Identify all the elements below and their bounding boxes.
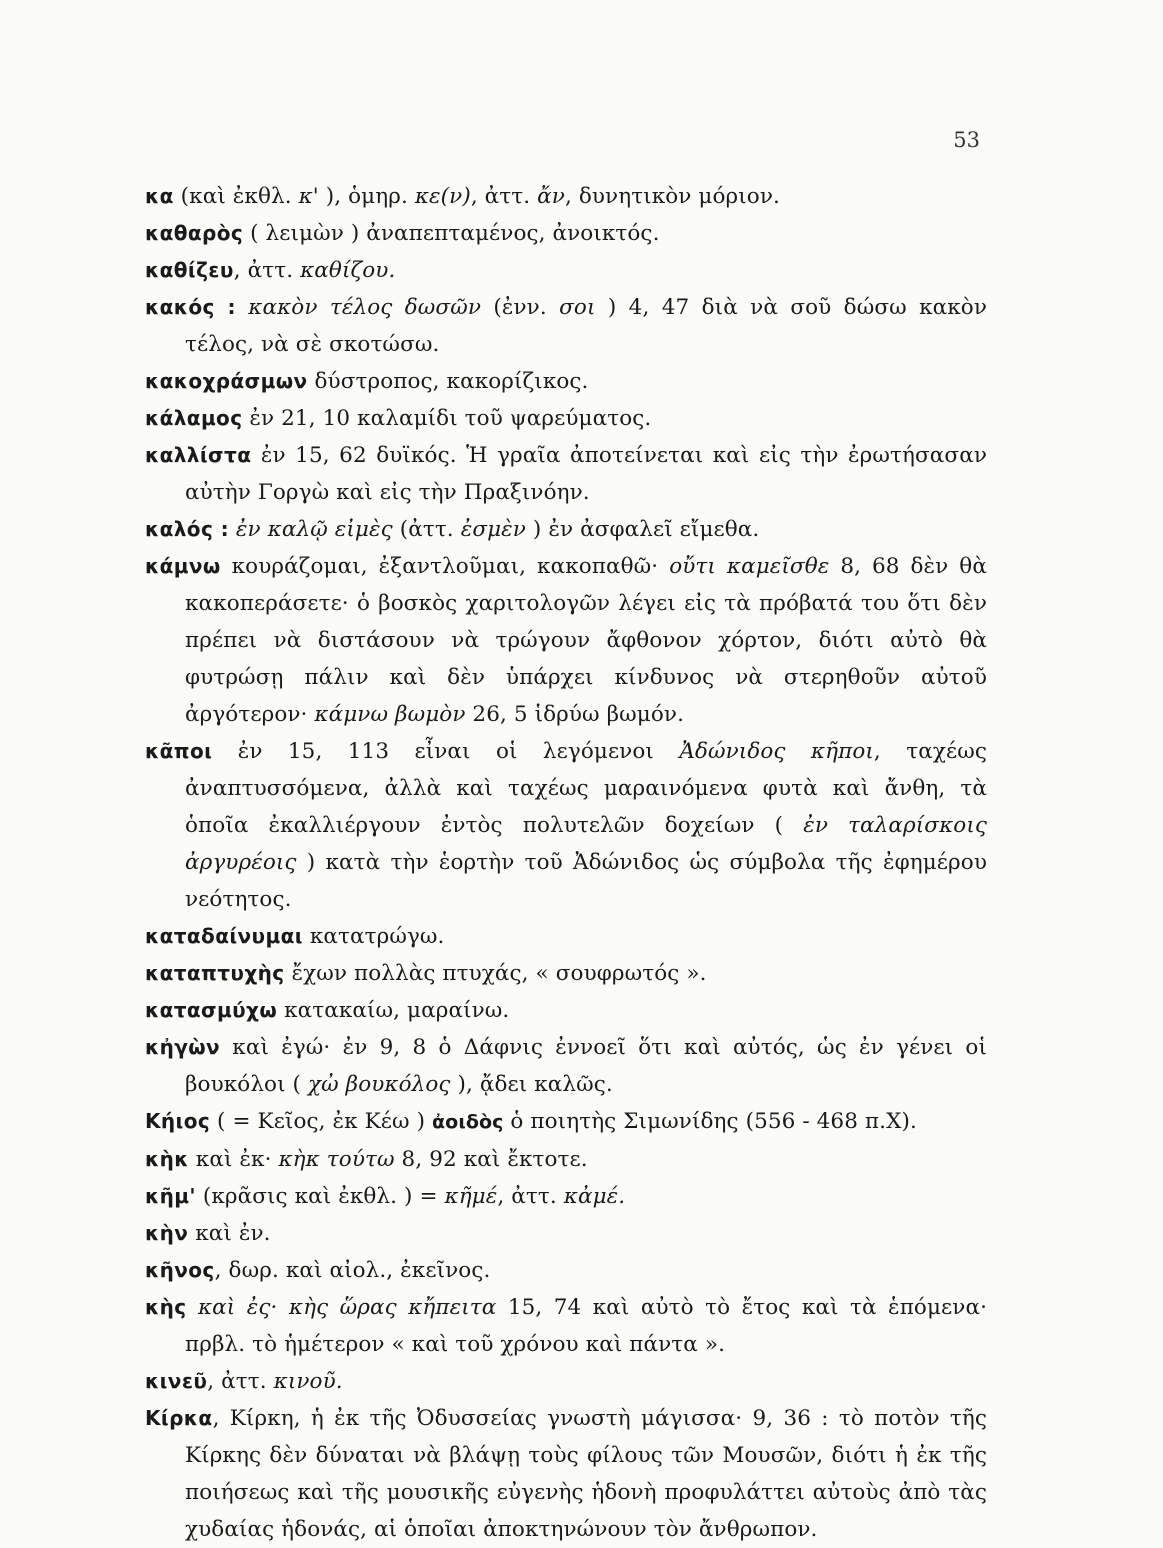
glossary-entry <box>145 548 987 733</box>
glossary-entry <box>145 733 987 918</box>
entry-text: ἐσμὲν <box>460 517 526 542</box>
entry-text: καὶ ἐν. <box>188 1221 271 1246</box>
entry-headword: κάλαμος <box>145 406 243 430</box>
glossary-entry <box>145 1400 987 1548</box>
entry-headword: κα <box>145 184 174 208</box>
entry-headword: κῆνος <box>145 1258 215 1282</box>
glossary-entry <box>145 363 987 400</box>
entry-headword: κἠγὼν <box>145 1035 221 1059</box>
entry-text: κἀμέ. <box>563 1184 626 1209</box>
glossary-entry <box>145 918 987 955</box>
entry-text: 8, 68 δὲν θὰ κακοπεράσετε· ὁ βοσκὸς χαριτολογῶν λέγει εἰς τὰ πρόβατά του ὅτι δὲν πρέπει νὰ διστάσουν νὰ τρώγουν ἄφθονον χόρτον, διότι αὐτὸ θὰ φυτρώσῃ πάλιν καὶ δὲν ὑπάρχει κίνδυνος νὰ στερηθοῦν αὐτοῦ ἀργότερον· <box>185 554 987 727</box>
entry-text: ἀοιδὸς <box>432 1111 504 1133</box>
entry-text: 15, 74 καὶ αὐτὸ τὸ ἔτος καὶ τὰ ἑπόμενα· πρβλ. τὸ ἡμέτερον « καὶ τοῦ χρόνου καὶ πάντα ». <box>185 1295 987 1357</box>
entry-text: (καὶ ἐκθλ. <box>173 184 299 209</box>
entry-text: , ἀττ. <box>470 184 538 209</box>
entry-headword: κὴν <box>145 1221 189 1245</box>
glossary-entry <box>145 289 987 363</box>
entry-text: Ἀδώνιδος κῆποι <box>679 739 874 764</box>
entry-text: , δυνητικὸν μόριον. <box>564 184 780 209</box>
entry-text: κινοῦ. <box>273 1369 343 1394</box>
entry-headword: κακός : <box>145 295 236 319</box>
entry-headword: καλλίστα <box>145 443 252 467</box>
entry-text: κε(ν) <box>414 184 471 209</box>
entry-text: (κρᾶσις καὶ ἐκθλ. ) = <box>195 1184 445 1209</box>
entry-headword: Κίρκα <box>145 1406 213 1430</box>
entry-text: ἐν 21, 10 καλαμίδι τοῦ ψαρεύματος. <box>242 406 652 431</box>
entry-text: ( λειμὼν ) ἀναπεπταμένος, ἀνοικτός. <box>243 221 660 246</box>
entry-headword: κάμνω <box>145 554 221 578</box>
entry-headword: κᾶποι <box>145 739 213 763</box>
entry-headword: κὴς <box>145 1295 187 1319</box>
glossary-entry <box>145 1215 987 1252</box>
entry-text: καθίζου. <box>300 258 396 283</box>
entry-text: (ἀττ. <box>392 517 461 542</box>
glossary-entry <box>145 1252 987 1289</box>
entry-text: ὁ ποιητὴς Σιμωνίδης (556 - 468 π.Χ). <box>503 1109 917 1134</box>
entry-text: ἐν καλῷ εἰμὲς <box>228 517 393 542</box>
entry-text: 26, 5 ἱδρύω βωμόν. <box>465 702 685 727</box>
entry-headword: καθαρὸς <box>145 221 244 245</box>
glossary-entry <box>145 178 987 215</box>
glossary-entry <box>145 1178 987 1215</box>
entry-headword: Κήιος <box>145 1109 211 1133</box>
glossary-entry <box>145 1363 987 1400</box>
entry-text: χὠ βουκόλος <box>307 1072 451 1097</box>
glossary-entries <box>145 178 987 1548</box>
entry-text: ( = Κεῖος, ἐκ Κέω ) <box>210 1109 433 1134</box>
entry-headword: κακοχράσμων <box>145 369 308 393</box>
glossary-entry <box>145 992 987 1029</box>
glossary-entry <box>145 400 987 437</box>
entry-text: ) 4, 47 διὰ νὰ σοῦ δώσω κακὸν τέλος, νὰ σὲ σκοτώσω. <box>185 295 987 357</box>
entry-text: καὶ ἐκ· <box>188 1147 279 1172</box>
entry-headword: κατασμύχω <box>145 998 278 1022</box>
entry-text: , δωρ. καὶ αἰολ., ἐκεῖνος. <box>214 1258 491 1283</box>
entry-headword: κινεῦ <box>145 1369 208 1393</box>
entry-text: κ' <box>298 184 319 209</box>
glossary-entry <box>145 1029 987 1103</box>
glossary-entry <box>145 1141 987 1178</box>
glossary-entry <box>145 215 987 252</box>
entry-headword: καθίζευ <box>145 258 234 282</box>
glossary-entry <box>145 1103 987 1141</box>
entry-text: , ἀττ. <box>207 1369 274 1394</box>
entry-headword: καταπτυχὴς <box>145 961 285 985</box>
entry-text: κουράζομαι, ἐξαντλοῦμαι, κακοπαθῶ· <box>220 554 670 579</box>
entry-text: ) ἐν ἀσφαλεῖ εἴμεθα. <box>525 517 760 542</box>
entry-text: κακὸν τέλος δωσῶν <box>235 295 482 320</box>
entry-text: κατακαίω, μαραίνω. <box>277 998 510 1023</box>
entry-text: ), ὁμηρ. <box>318 184 415 209</box>
entry-text: κατατρώγω. <box>302 924 445 949</box>
entry-text: , ταχέως ἀναπτυσσόμενα, ἀλλὰ καὶ ταχέως μαραινόμενα φυτὰ καὶ ἄνθη, τὰ ὁποῖα ἐκαλλιέργουν ἐντὸς πολυτελῶν δοχείων ( <box>185 739 987 838</box>
entry-text: κάμνω βωμὸν <box>314 702 466 727</box>
entry-headword: κῆμ' <box>145 1184 196 1208</box>
entry-headword: καλός : <box>145 517 229 541</box>
entry-text: ἐν 15, 62 δυϊκός. Ἡ γραῖα ἀποτείνεται καὶ εἰς τὴν ἐρωτήσασαν αὐτὴν Γοργὼ καὶ εἰς τὴν Πραξινόην. <box>185 443 987 505</box>
entry-text: κὴκ τούτω <box>278 1147 395 1172</box>
entry-text: δύστροπος, κακορίζικος. <box>307 369 589 394</box>
page-number: 53 <box>953 128 980 152</box>
glossary-entry <box>145 511 987 548</box>
entry-text: ἄν <box>537 184 565 209</box>
entry-text: , ἀττ. <box>233 258 301 283</box>
entry-text: ἐν 15, 113 εἶναι οἱ λεγόμενοι <box>212 739 680 764</box>
glossary-entry <box>145 1289 987 1363</box>
entry-text: (ἐνν. <box>481 295 560 320</box>
entry-headword: καταδαίνυμαι <box>145 924 303 948</box>
glossary-entry <box>145 437 987 511</box>
glossary-entry <box>145 955 987 992</box>
entry-text: καὶ ἐς· κὴς ὥρας κἤπειτα <box>186 1295 497 1320</box>
entry-text: ἔχων πολλὰς πτυχάς, « σουφρωτός ». <box>284 961 707 986</box>
glossary-entry <box>145 252 987 289</box>
entry-text: , ἀττ. <box>497 1184 564 1209</box>
entry-text: κῆμέ <box>444 1184 498 1209</box>
entry-text: , Κίρκη, ἡ ἐκ τῆς Ὀδυσσείας γνωστὴ μάγισσα· 9, 36 : τὸ ποτὸν τῆς Κίρκης δὲν δύναται νὰ βλάψῃ τοὺς φίλους τῶν Μουσῶν, διότι ἡ ἐκ τῆς ποιήσεως καὶ τῆς μουσικῆς εὐγενὴς ἡδονὴ προφυλάττει αὐτοὺς ἀπὸ τὰς χυδαίας ἡδονάς, αἱ ὁποῖαι ἀποκτηνώνουν τὸν ἄνθρωπον. <box>185 1406 987 1542</box>
entry-text: ἐν ταλαρίσκοις ἀργυρέοις <box>185 813 987 875</box>
entry-text: οὔτι καμεῖσθε <box>669 554 830 579</box>
entry-headword: κὴκ <box>145 1147 189 1171</box>
entry-text: καὶ ἐγώ· ἐν 9, 8 ὁ Δάφνις ἐννοεῖ ὅτι καὶ αὐτός, ὡς ἐν γένει οἱ βουκόλοι ( <box>185 1035 987 1097</box>
entry-text: ) κατὰ τὴν ἑορτὴν τοῦ Ἀδώνιδος ὡς σύμβολα τῆς ἐφημέρου νεότητος. <box>185 850 987 912</box>
entry-text: σοι <box>559 295 596 320</box>
entry-text: ), ᾄδει καλῶς. <box>450 1072 613 1097</box>
entry-text: 8, 92 καὶ ἔκτοτε. <box>394 1147 588 1172</box>
